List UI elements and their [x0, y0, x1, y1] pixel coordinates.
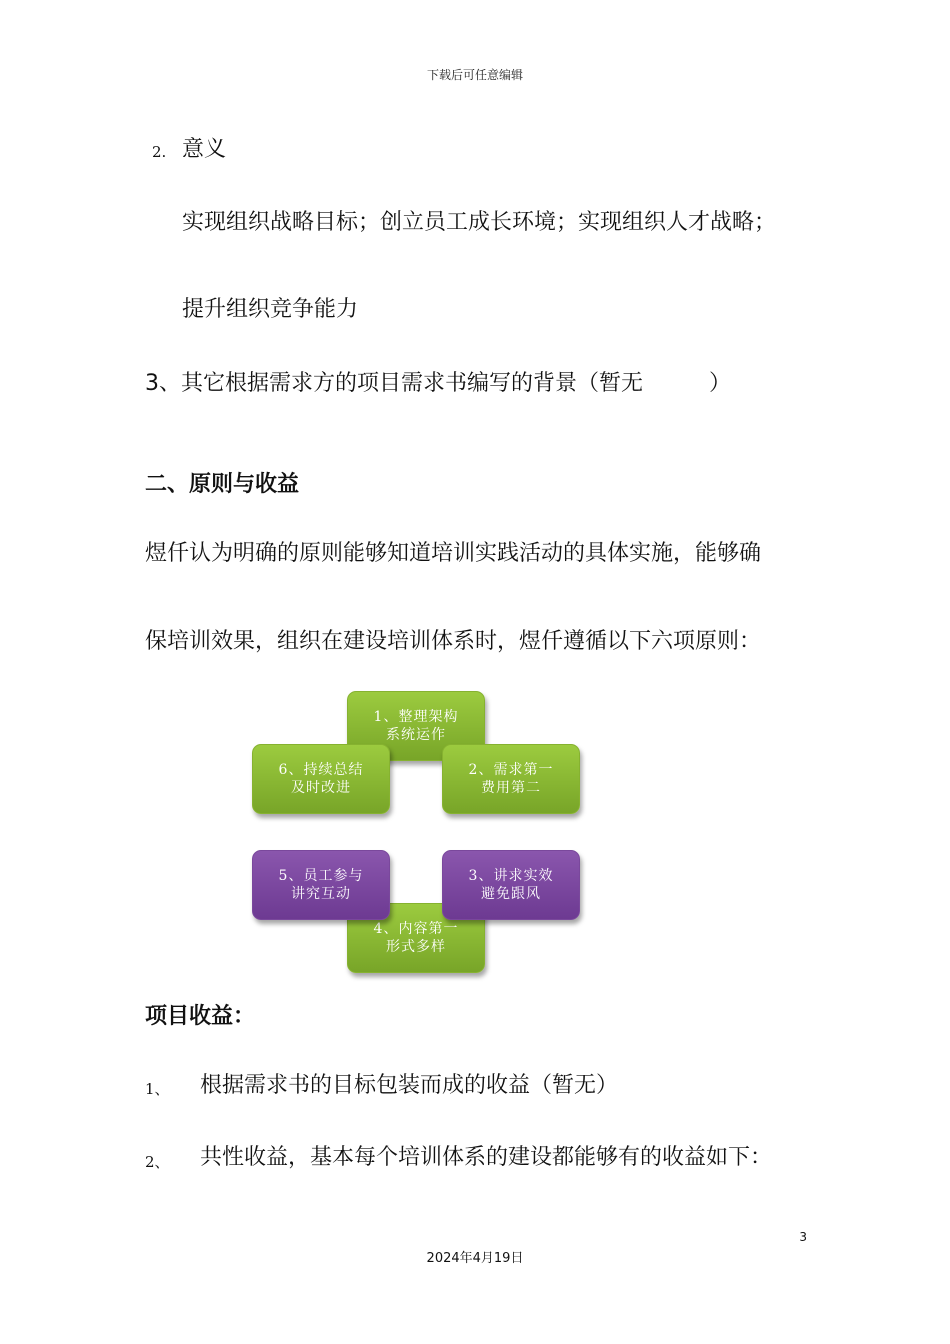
- benefit-1-number: 1、: [145, 1080, 170, 1098]
- principle-box-5: [252, 850, 390, 920]
- principle-box-2: [442, 744, 580, 814]
- section-number: 2.: [152, 143, 167, 161]
- footer-date: 2024年4月19日: [426, 1251, 524, 1266]
- principle-box-3-line2: 避免跟风: [481, 886, 541, 902]
- meaning-line-1: 实现组织战略目标；创立员工成长环境；实现组织人才战略；: [182, 210, 777, 235]
- benefit-1-text: 根据需求书的目标包装而成的收益（暂无）: [200, 1073, 619, 1098]
- principle-box-3-line1: 3、讲求实效: [468, 868, 554, 884]
- principle-box-4-line2: 形式多样: [386, 939, 446, 955]
- benefits-heading: 项目收益：: [145, 1004, 256, 1029]
- principle-box-2-line2: 费用第二: [481, 780, 541, 796]
- page-header: 下载后可任意编辑: [426, 68, 523, 82]
- principle-box-1-line2: 系统运作: [386, 727, 446, 743]
- principle-box-5-line2: 讲究互动: [291, 886, 351, 902]
- principle-box-1-line1: 1、整理架构: [373, 709, 459, 725]
- principle-box-5-line1: 5、员工参与: [278, 868, 364, 884]
- principle-box-6-line2: 及时改进: [291, 780, 351, 796]
- principle-box-6: [252, 744, 390, 814]
- benefit-2-text: 共性收益，基本每个培训体系的建设都能够有的收益如下：: [200, 1145, 773, 1170]
- principle-box-2-line1: 2、需求第一: [468, 762, 554, 778]
- principles-paragraph-line-2: 保培训效果，组织在建设培训体系时，煜仟遵循以下六项原则：: [145, 629, 762, 654]
- page-number: 3: [799, 1230, 807, 1244]
- section-heading-principles: 二、原则与收益: [145, 472, 300, 497]
- principles-paragraph-line-1: 煜仟认为明确的原则能够知道培训实践活动的具体实施，能够确: [145, 541, 762, 566]
- section-title-meaning: 意义: [182, 137, 227, 162]
- principle-box-4-line1: 4、内容第一: [373, 921, 459, 937]
- item-3-background: 3、其它根据需求方的项目需求书编写的背景（暂无 ）: [145, 371, 731, 396]
- principle-box-3: [442, 850, 580, 920]
- principle-box-6-line1: 6、持续总结: [278, 762, 364, 778]
- meaning-line-2: 提升组织竞争能力: [182, 297, 359, 322]
- benefit-2-number: 2、: [145, 1153, 170, 1171]
